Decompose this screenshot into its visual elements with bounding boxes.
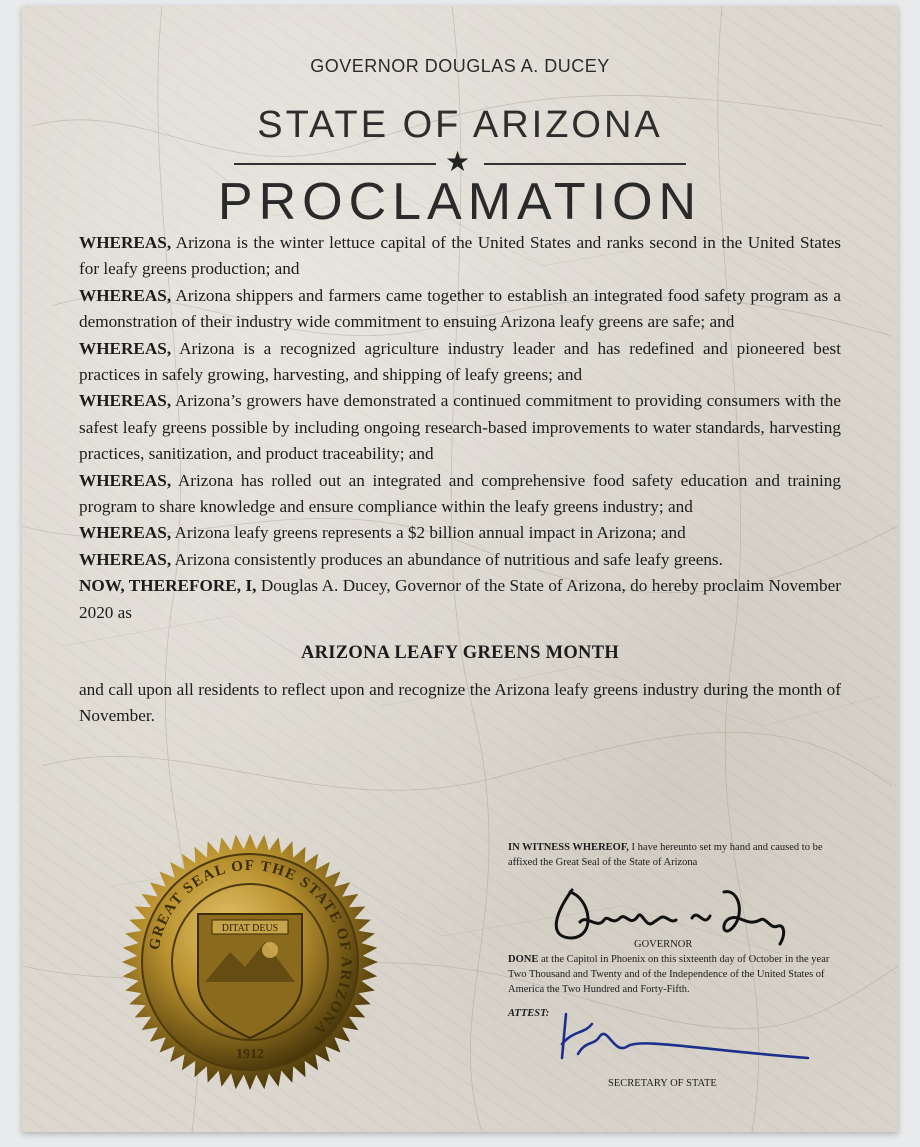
proclamation-body	[79, 230, 841, 729]
seal-ring-text: GREAT SEAL OF THE STATE OF ARIZONA	[146, 857, 355, 1039]
paragraph-lead: WHEREAS,	[79, 470, 172, 490]
paragraph-lead: WHEREAS,	[79, 285, 172, 305]
whereas-paragraph-4	[79, 388, 841, 467]
governor-name-header: GOVERNOR DOUGLAS A. DUCEY	[310, 56, 610, 76]
paragraph-lead: WHEREAS,	[79, 233, 172, 252]
paragraph-text: Arizona has rolled out an integrated and comprehensive food safety education and training program to share knowledge and ensure compliance within the leafy greens industry; and	[79, 470, 841, 517]
secretary-label: SECRETARY OF STATE	[608, 1078, 717, 1089]
paragraph-lead: WHEREAS,	[79, 338, 172, 358]
state-title: STATE OF ARIZONA	[257, 104, 663, 146]
great-seal	[120, 832, 380, 1092]
proclamation-title: PROCLAMATION	[217, 173, 703, 231]
witness-text: I have hereunto set my hand and caused to be affixed the Great Seal of the State of Arizona	[508, 842, 823, 868]
paragraph-text: Arizona consistently produces an abundance of nutritious and safe leafy greens.	[171, 549, 723, 569]
closing-paragraph: and call upon all residents to reflect upon and recognize the Arizona leafy greens industry during the month of November.	[79, 679, 841, 725]
whereas-paragraph-3	[79, 336, 841, 389]
paragraph-lead: WHEREAS,	[79, 523, 172, 543]
whereas-paragraph-5	[79, 468, 841, 521]
month-title: ARIZONA LEAFY GREENS MONTH	[300, 643, 620, 664]
witness-lead: IN WITNESS WHEREOF,	[508, 842, 629, 853]
secretary-signature	[552, 1004, 822, 1066]
divider-left	[234, 163, 436, 165]
paragraph-lead: WHEREAS,	[79, 549, 172, 569]
seal-year: 1912	[236, 1047, 264, 1062]
paragraph-text: Arizona’s growers have demonstrated a continued commitment to providing consumers with the safest leafy greens possible by including ongoing research-based improvements to water standards, harvesting practices, sanitization, and product traceability; and	[79, 391, 841, 464]
whereas-paragraph-1	[79, 230, 841, 283]
done-text: at the Capitol in Phoenix on this sixteenth day of October in the year Two Thousand and Twenty and of the Independence of the United States of America the Two Hundred and Forty-Fifth.	[508, 954, 830, 995]
paragraph-text: Arizona leafy greens represents a $2 billion annual impact in Arizona; and	[171, 523, 686, 543]
paragraph-text: Douglas A. Ducey, Governor of the State of Arizona, do hereby proclaim November 2020 as	[79, 576, 841, 622]
star-icon: ★	[445, 145, 471, 178]
done-lead: DONE	[508, 954, 539, 965]
witness-statement	[508, 840, 846, 870]
done-statement	[508, 952, 846, 997]
divider-right	[484, 163, 686, 165]
whereas-paragraph-7	[79, 547, 841, 573]
proclamation-document	[22, 6, 898, 1132]
whereas-paragraph-2	[79, 283, 841, 336]
whereas-paragraph-6	[79, 520, 841, 546]
seal-motto: DITAT DEUS	[221, 923, 279, 934]
paragraph-lead: WHEREAS,	[79, 391, 172, 411]
governor-label: GOVERNOR	[634, 939, 693, 950]
paragraph-text: Arizona shippers and farmers came together to establish an integrated food safety program as a demonstration of their industry wide commitment to ensuing Arizona leafy greens are safe; and	[79, 285, 841, 332]
paragraph-text: Arizona is the winter lettuce capital of the United States and ranks second in the United States for leafy greens production; and	[79, 233, 841, 279]
paragraph-text: Arizona is a recognized agriculture industry leader and has redefined and pioneered best practices in safely growing, harvesting, and shipping of leafy greens; and	[79, 338, 841, 385]
attest-label: ATTEST:	[508, 1008, 550, 1019]
therefore-paragraph	[79, 573, 841, 626]
paragraph-lead: NOW, THEREFORE, I,	[79, 576, 257, 596]
